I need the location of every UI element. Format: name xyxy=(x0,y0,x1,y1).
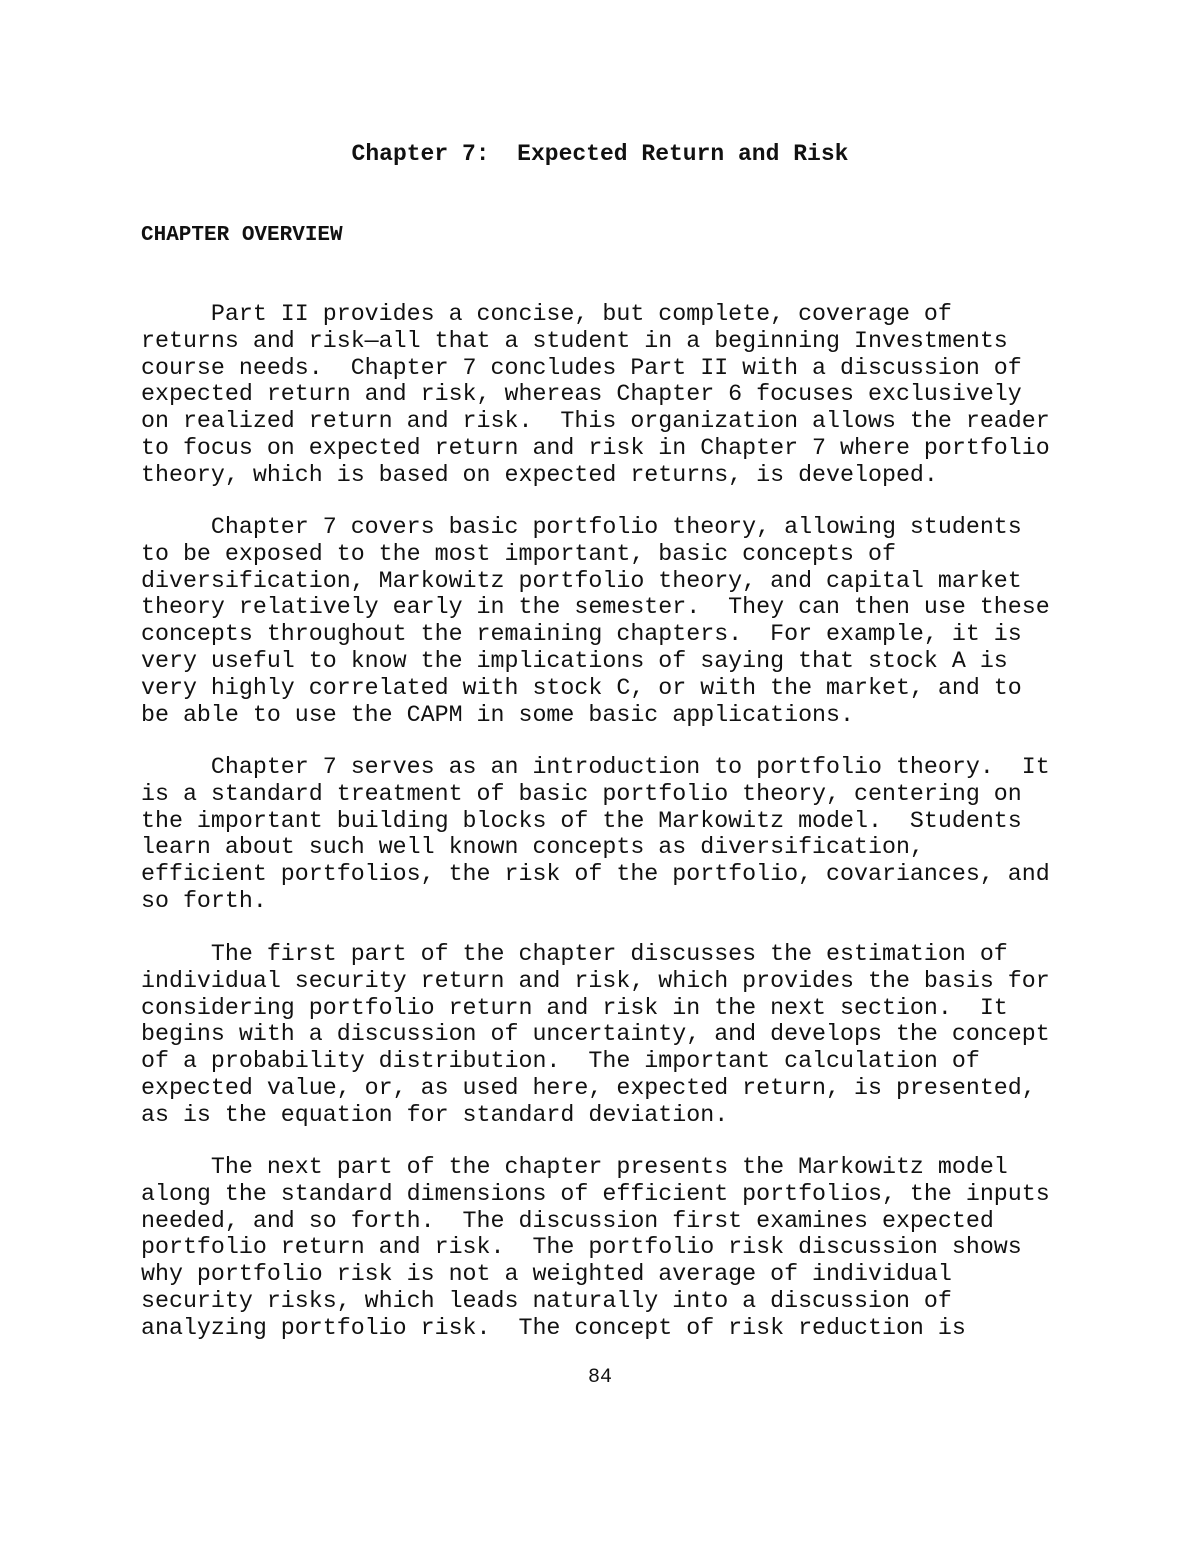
page-number: 84 xyxy=(587,1366,612,1389)
paragraph: The first part of the chapter discusses the estimation of individual security return and risk, which provides the basis for considering portfolio return and risk in the next section. It begins with a discussion of uncertainty, and develops the concept of a probability distribution. The important calculation of expected value, or, as used here, expected return, is presented, as is the equation for standard deviation. xyxy=(141,941,1050,1128)
paragraph: Chapter 7 serves as an introduction to portfolio theory. It is a standard treatment of basic portfolio theory, centering on the important building blocks of the Markowitz model. Students learn about such well known concepts as diversification, efficient portfolios, the risk of the portfolio, covariances, and so forth. xyxy=(141,754,1050,914)
section-heading: CHAPTER OVERVIEW xyxy=(141,224,343,247)
paragraph: Chapter 7 covers basic portfolio theory, allowing students to be exposed to the most important, basic concepts of diversification, Markowitz portfolio theory, and capital market theory relatively early in the semester. They can then use these concepts throughout the remaining chapters. For example, it is very useful to know the implications of saying that stock A is very highly correlated with stock C, or with the market, and to be able to use the CAPM in some basic applications. xyxy=(141,514,1050,728)
paragraph: The next part of the chapter presents the Markowitz model along the standard dimensions of efficient portfolios, the inputs needed, and so forth. The discussion first examines expected portfolio return and risk. The portfolio risk discussion shows why portfolio risk is not a weighted average of individual security risks, which leads naturally into a discussion of analyzing portfolio risk. The concept of risk reduction is xyxy=(141,1154,1050,1341)
paragraph: Part II provides a concise, but complete, coverage of returns and risk—all that a student in a beginning Investments course needs. Chapter 7 concludes Part II with a discussion of expected return and risk, whereas Chapter 6 focuses exclusively on realized return and risk. This organization allows the reader to focus on expected return and risk in Chapter 7 where portfolio theory, which is based on expected returns, is developed. xyxy=(141,301,1050,488)
chapter-title: Chapter 7: Expected Return and Risk xyxy=(351,141,849,167)
